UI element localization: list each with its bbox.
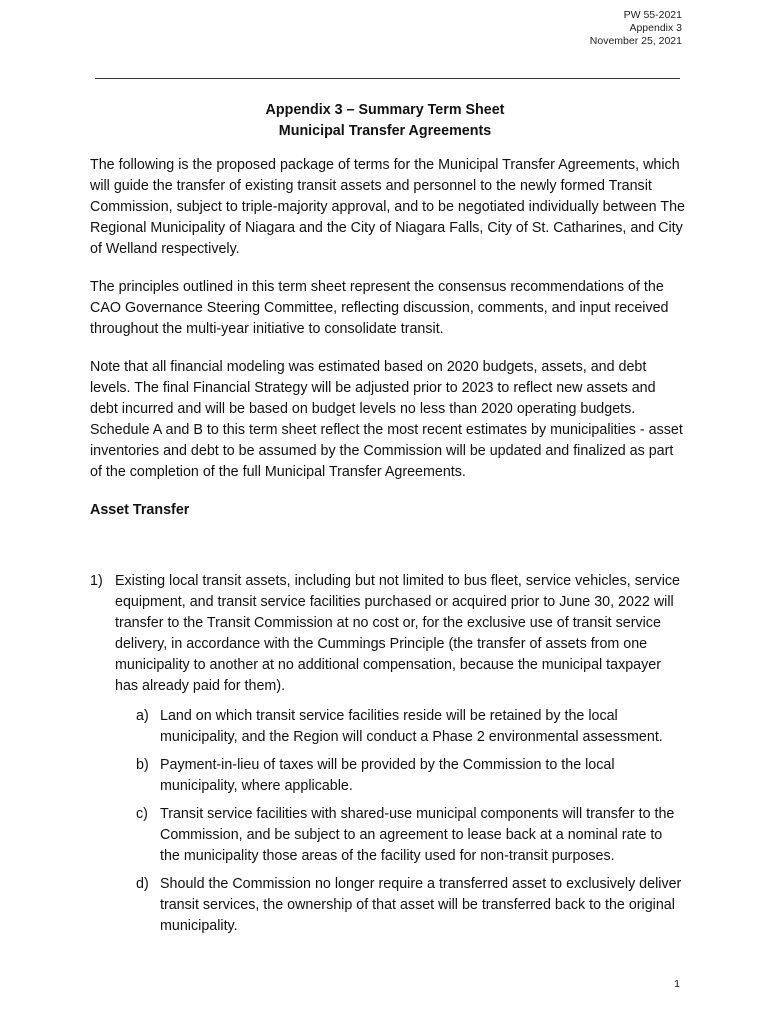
sub-item-label: b) [136,757,149,773]
intro-paragraph: The following is the proposed package of terms for the Municipal Transfer Agreements, which will guide the transfer of existing transit assets and personnel to the newly formed Transit Commission, subject to triple-majority approval, and to be negotiated individually between The Regional Municipality of Niagara and the City of Niagara Falls, City of St. Catharines, and City of Welland respectively. [90,157,685,257]
report-date: November 25, 2021 [589,35,682,47]
sub-item-text: Land on which transit service facilities reside will be retained by the local municipality, and the Region will conduct a Phase 2 environmental assessment. [160,708,663,745]
sub-list-item [115,706,686,748]
report-number: PW 55-2021 [623,9,682,21]
sub-list-item [115,874,686,937]
list-item [90,571,686,937]
sub-list-item [115,804,686,867]
list-item-text: Existing local transit assets, including but not limited to bus fleet, service vehicles, service equipment, and transit service facilities purchased or acquired prior to June 30, 2022 will transfer to the Transit Commission at no cost or, for the exclusive use of transit service delivery, in accordance with the Cummings Principle (the transfer of assets from one municipality to another at no additional compensation, because the municipal taxpayer has already paid for them). [115,573,680,694]
sub-item-label: d) [136,876,149,892]
document-title [90,100,680,142]
title-line-2: Municipal Transfer Agreements [278,123,492,139]
sub-item-label: c) [136,806,148,822]
header-divider [95,78,680,79]
sub-item-text: Payment-in-lieu of taxes will be provided by the Commission to the local municipality, where applicable. [160,757,615,794]
document-body [90,155,686,946]
title-line-1: Appendix 3 – Summary Term Sheet [265,102,505,118]
principles-paragraph: The principles outlined in this term sheet represent the consensus recommendations of the CAO Governance Steering Committee, reflecting discussion, comments, and input received throughout the multi-year initiative to consolidate transit. [90,279,669,337]
sub-item-text: Transit service facilities with shared-use municipal components will transfer to the Commission, and be subject to an agreement to lease back at a nominal rate to the municipality those areas of the facility used for non-transit purposes. [160,806,675,864]
section-heading: Asset Transfer [90,502,190,518]
financial-note-paragraph: Note that all financial modeling was estimated based on 2020 budgets, assets, and debt levels. The final Financial Strategy will be adjusted prior to 2023 to reflect new assets and debt incurred and will be based on budget levels no less than 2020 operating budgets. Schedule A and B to this term sheet reflect the most recent estimates by municipalities - asset inventories and debt to be assumed by the Commission will be updated and finalized as part of the completion of the full Municipal Transfer Agreements. [90,359,683,480]
sub-item-text: Should the Commission no longer require a transferred asset to exclusively deliver transit services, the ownership of that asset will be transferred back to the original municipality. [160,876,682,934]
page-number: 1 [674,978,680,990]
sub-list-item [115,755,686,797]
sub-item-label: a) [136,708,149,724]
term-list [90,571,686,937]
sub-list [115,706,686,937]
document-header [590,9,682,48]
appendix-label: Appendix 3 [629,22,682,34]
list-item-number: 1) [90,573,103,589]
